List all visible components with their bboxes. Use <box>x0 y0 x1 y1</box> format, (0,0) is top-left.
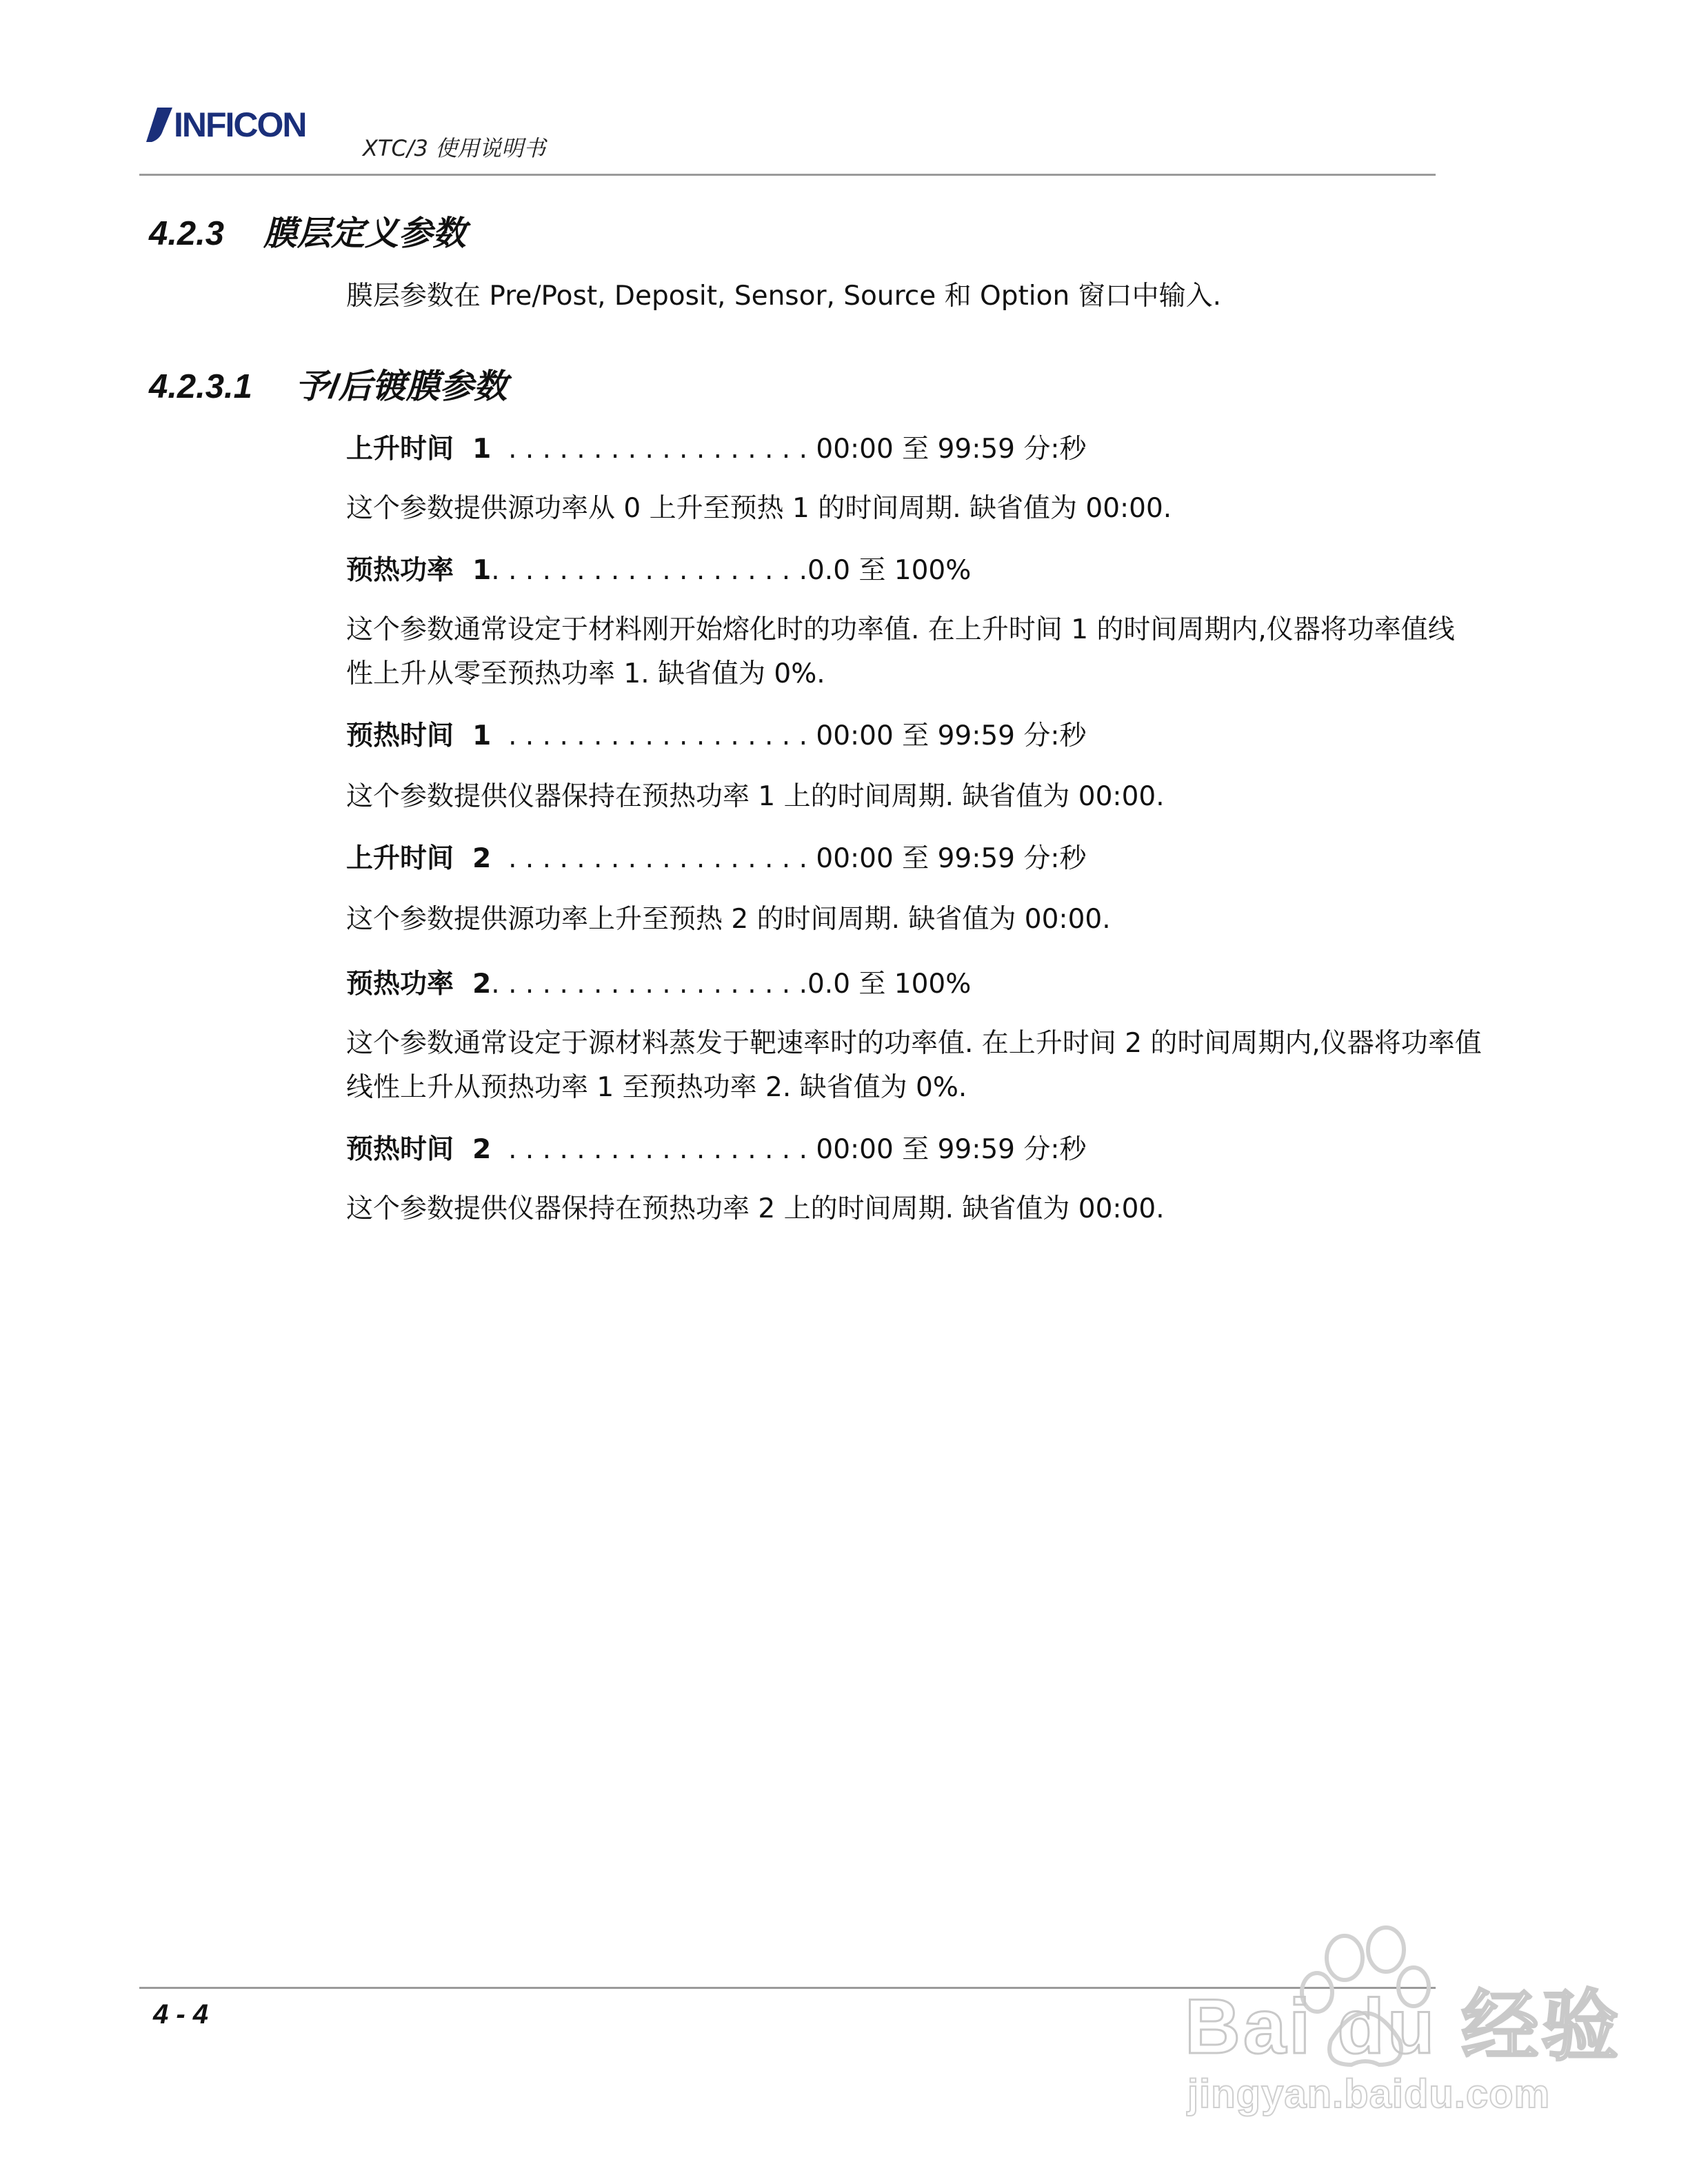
header-divider <box>139 174 1436 176</box>
param-description: 这个参数提供仪器保持在预热功率 2 上的时间周期. 缺省值为 00:00. <box>346 1193 1165 1224</box>
watermark-brand: Bai du 经验 <box>1185 1983 1622 2070</box>
param-preheat-power-1 <box>346 549 971 587</box>
subsection-number: 4.2.3.1 <box>149 368 252 405</box>
param-ramp-time-2 <box>346 837 1087 876</box>
param-label: 预热功率 1 <box>346 555 492 586</box>
param-range: . . . . . . . . . . . . . . . . . . .0.0 至 100% <box>491 555 972 586</box>
param-description: 这个参数提供源功率从 0 上升至预热 1 的时间周期. 缺省值为 00:00. <box>346 493 1172 524</box>
logo-wordmark: INFICON <box>174 105 306 144</box>
param-range: . . . . . . . . . . . . . . . . . . 00:00 至 99:59 分:秒 <box>491 720 1087 751</box>
param-range: . . . . . . . . . . . . . . . . . . .0.0 至 100% <box>491 969 972 1000</box>
section-title: 膜层定义参数 <box>263 215 467 252</box>
param-description: 这个参数通常设定于源材料蒸发于靶速率时的功率值. 在上升时间 2 的时间周期内,仪器将功率值线性上升从预热功率 1 至预热功率 2. 缺省值为 0%. <box>346 1028 1482 1103</box>
inficon-logo <box>142 103 342 145</box>
param-description: 这个参数通常设定于材料刚开始熔化时的功率值. 在上升时间 1 的时间周期内,仪器将功率值线性上升从零至预热功率 1. 缺省值为 0%. <box>346 614 1455 689</box>
section-number: 4.2.3 <box>149 215 224 252</box>
param-description: 这个参数提供源功率上升至预热 2 的时间周期. 缺省值为 00:00. <box>346 904 1111 935</box>
section-heading <box>149 207 466 255</box>
param-preheat-time-2 <box>346 1128 1087 1166</box>
param-label: 上升时间 1 <box>346 434 492 465</box>
param-label: 上升时间 2 <box>346 843 492 874</box>
watermark-url: jingyan.baidu.com <box>1187 2072 1551 2116</box>
param-preheat-power-2 <box>346 962 971 1001</box>
param-label: 预热时间 2 <box>346 1134 492 1165</box>
param-ramp-time-1 <box>346 427 1087 466</box>
document-title: XTC/3 使用说明书 <box>363 135 546 161</box>
param-preheat-time-1 <box>346 714 1087 753</box>
page-number: 4 - 4 <box>153 1999 209 2030</box>
param-label: 预热时间 1 <box>346 720 492 751</box>
section-intro: 膜层参数在 Pre/Post, Deposit, Sensor, Source 和 Option 窗口中输入. <box>346 281 1221 312</box>
param-range: . . . . . . . . . . . . . . . . . . 00:00 至 99:59 分:秒 <box>491 1134 1087 1165</box>
param-range: . . . . . . . . . . . . . . . . . . 00:00 至 99:59 分:秒 <box>491 434 1087 465</box>
param-description: 这个参数提供仪器保持在预热功率 1 上的时间周期. 缺省值为 00:00. <box>346 781 1165 812</box>
subsection-title: 予/后镀膜参数 <box>295 368 508 405</box>
param-label: 预热功率 2 <box>346 969 492 1000</box>
param-range: . . . . . . . . . . . . . . . . . . 00:00 至 99:59 分:秒 <box>491 843 1087 874</box>
subsection-heading <box>149 360 508 408</box>
